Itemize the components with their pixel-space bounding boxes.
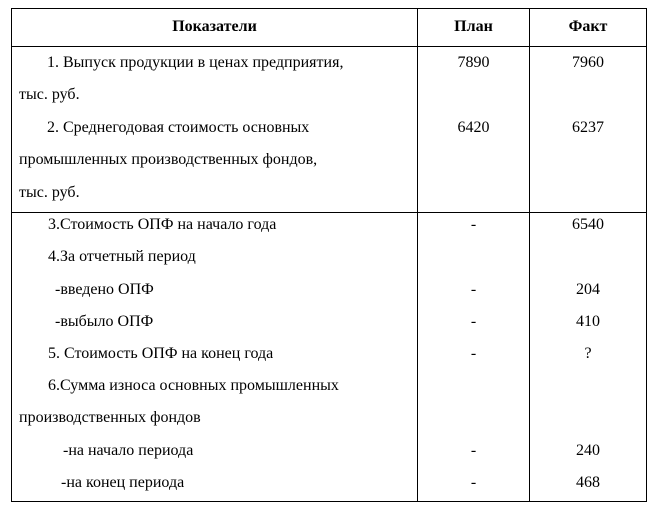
- row-8-label: [19, 370, 339, 435]
- row-10-fact: 468: [576, 474, 600, 491]
- column-divider-fact: [529, 9, 530, 501]
- row-5-label: -введено ОПФ: [55, 281, 154, 298]
- row-6-label: -выбыло ОПФ: [55, 313, 154, 330]
- row-3-plan: -: [470, 216, 477, 233]
- row-1-label: [19, 47, 343, 112]
- row-7-fact: ?: [584, 345, 592, 362]
- row-1-line-2: тыс. руб.: [19, 86, 80, 104]
- row-5-plan: -: [470, 281, 477, 298]
- row-2-plan: 6420: [457, 119, 490, 136]
- row-10-plan: -: [470, 474, 477, 491]
- row-7-plan: -: [470, 345, 477, 362]
- row-10-label: -на конец периода: [61, 474, 185, 491]
- row-6-plan: -: [470, 313, 477, 330]
- row-2-line-2: промышленных производственных фондов,: [19, 151, 318, 169]
- row-6-fact: 410: [576, 313, 600, 330]
- column-divider-plan: [417, 9, 418, 501]
- row-1-line-1: 1. Выпуск продукции в ценах предприятия,: [47, 54, 344, 71]
- row-2-line-1: 2. Среднегодовая стоимость основных: [47, 119, 310, 136]
- row-2-fact: 6237: [572, 119, 604, 136]
- header-plan: План: [454, 18, 493, 35]
- header-indicators: Показатели: [172, 18, 257, 35]
- row-1-plan: 7890: [457, 54, 490, 71]
- row-5-fact: 204: [576, 281, 600, 298]
- row-7-label: 5. Стоимость ОПФ на конец года: [48, 345, 274, 362]
- row-3-fact: 6540: [572, 216, 604, 233]
- row-8-line-1: 6.Сумма износа основных промышленных: [48, 377, 339, 394]
- row-2-line-3: тыс. руб.: [19, 183, 80, 201]
- row-3-label: 3.Стоимость ОПФ на начало года: [48, 216, 277, 233]
- row-9-plan: -: [470, 442, 477, 459]
- header-fact: Факт: [568, 18, 608, 35]
- row-2-label: [19, 112, 317, 209]
- row-9-label: -на начало периода: [63, 442, 194, 459]
- row-1-fact: 7960: [572, 54, 604, 71]
- row-8-line-2: производственных фондов: [19, 409, 201, 427]
- row-9-fact: 240: [576, 442, 600, 459]
- row-4-label: 4.За отчетный период: [48, 248, 196, 265]
- indicators-table: [11, 8, 647, 502]
